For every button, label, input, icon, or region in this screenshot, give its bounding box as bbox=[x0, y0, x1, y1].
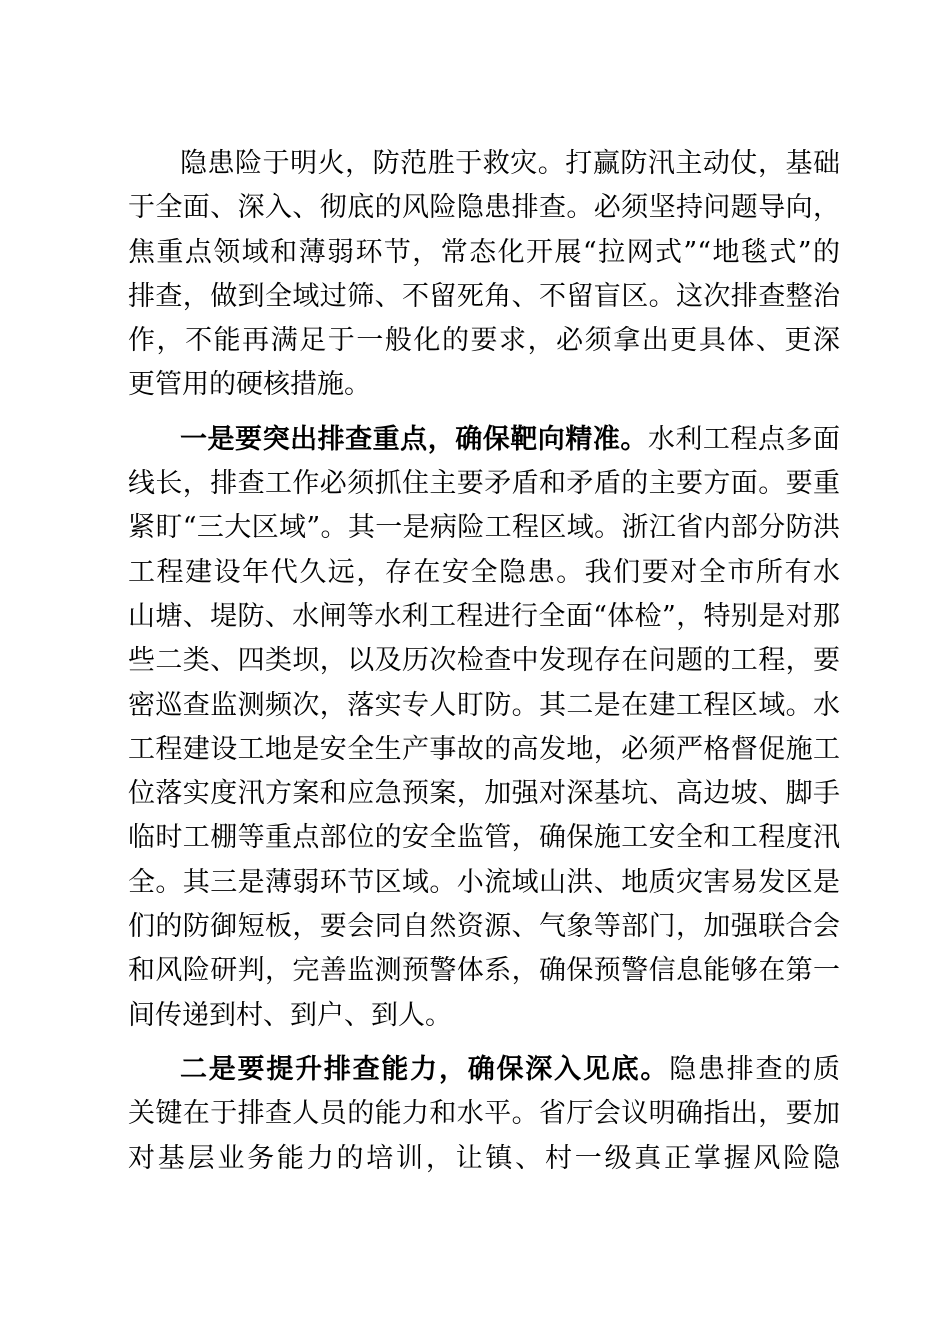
text-line: 们的防御短板，要会同自然资源、气象等部门，加强联合会 bbox=[128, 911, 840, 943]
text-line: 工程建设工地是安全生产事故的高发地，必须严格督促施工 bbox=[128, 733, 840, 765]
text-line: 二是要提升排查能力，确保深入见底。隐患排查的质 bbox=[180, 1053, 840, 1085]
text-line: 排查，做到全域过筛、不留死角、不留盲区。这次排查整治 bbox=[128, 280, 840, 312]
point-heading: 一是要突出排查重点，确保靶向精准。 bbox=[180, 423, 648, 455]
text-line: 临时工棚等重点部位的安全监管，确保施工安全和工程度汛 bbox=[128, 822, 840, 854]
point-heading: 二是要提升排查能力，确保深入见底。 bbox=[180, 1053, 670, 1085]
text-line: 山塘、堤防、水闸等水利工程进行全面“体检”，特别是对那 bbox=[128, 600, 840, 632]
text-line: 对基层业务能力的培训，让镇、村一级真正掌握风险隐 bbox=[128, 1142, 840, 1174]
text-line: 工程建设年代久远，存在安全隐患。我们要对全市所有水 bbox=[128, 556, 840, 588]
text-line: 作，不能再满足于一般化的要求，必须拿出更具体、更深 bbox=[128, 325, 840, 357]
text-line: 间传递到村、到户、到人。 bbox=[128, 999, 452, 1031]
text-line: 全。其三是薄弱环节区域。小流域山洪、地质灾害易发区是 bbox=[128, 866, 840, 898]
paragraph-intro bbox=[128, 142, 840, 408]
text-line: 紧盯“三大区域”。其一是病险工程区域。浙江省内部分防洪 bbox=[128, 512, 840, 544]
text-line: 隐患险于明火，防范胜于救灾。打赢防汛主动仗，基础 bbox=[180, 148, 840, 179]
text-line: 密巡查监测频次，落实专人盯防。其二是在建工程区域。水 bbox=[128, 689, 840, 721]
text-line: 一是要突出排查重点，确保靶向精准。水利工程点多面 bbox=[180, 423, 840, 455]
text-line: 更管用的硬核措施。 bbox=[128, 369, 371, 401]
paragraph-point-one bbox=[128, 418, 840, 1038]
paragraph-point-two bbox=[128, 1048, 840, 1181]
text-line: 线长，排查工作必须抓住主要矛盾和矛盾的主要方面。要重 bbox=[128, 468, 840, 500]
text-line: 焦重点领域和薄弱环节，常态化开展“拉网式”“地毯式”的 bbox=[128, 236, 840, 268]
text-line: 些二类、四类坝，以及历次检查中发现存在问题的工程，要 bbox=[128, 645, 840, 677]
text-line: 于全面、深入、彻底的风险隐患排查。必须坚持问题导向， bbox=[128, 192, 840, 224]
text-line: 关键在于排查人员的能力和水平。省厅会议明确指出，要加 bbox=[128, 1098, 840, 1130]
text-line: 位落实度汛方案和应急预案，加强对深基坑、高边坡、脚手 bbox=[128, 778, 840, 810]
document-body bbox=[128, 142, 840, 1191]
text-line: 和风险研判，完善监测预警体系，确保预警信息能够在第一 bbox=[128, 955, 840, 987]
